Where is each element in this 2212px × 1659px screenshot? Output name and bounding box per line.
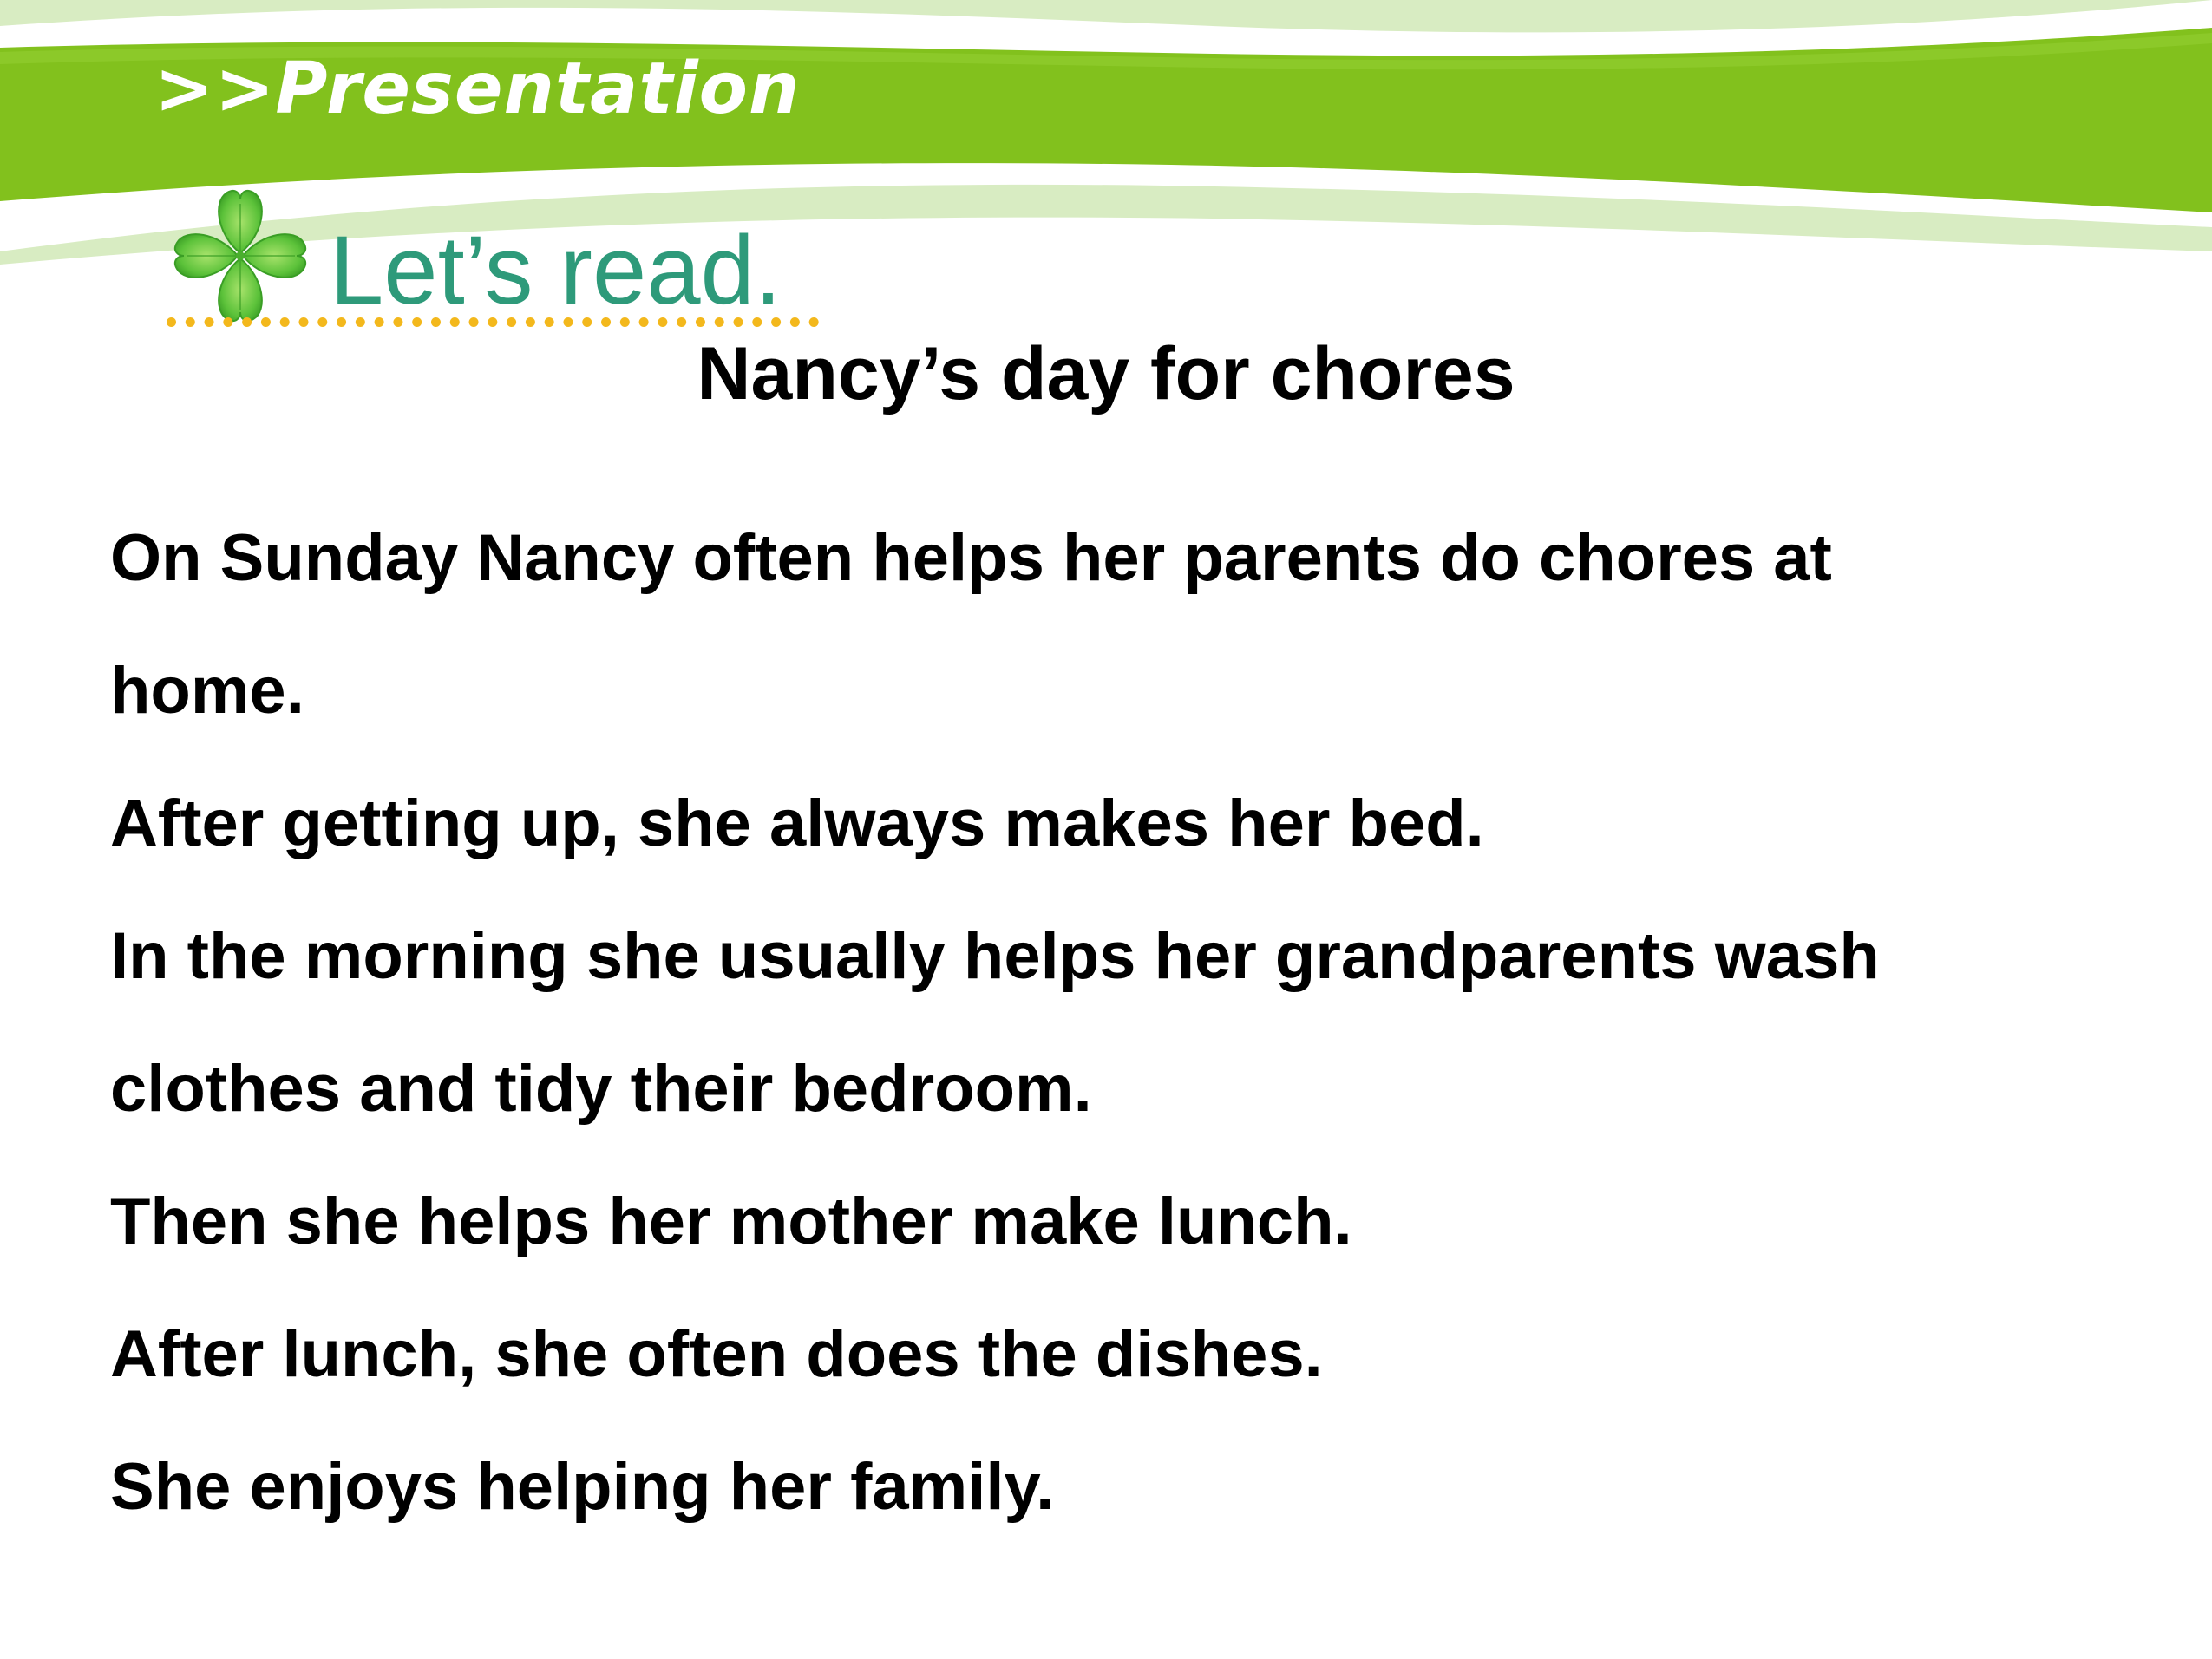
- story-line: After getting up, she always makes her bed.: [110, 787, 1484, 860]
- story-line: After lunch, she often does the dishes.: [110, 1317, 1323, 1391]
- story-body: [110, 492, 2131, 1553]
- lets-read-heading: Let’s read.: [330, 216, 782, 324]
- story-title: Nancy’s day for chores: [697, 332, 1515, 415]
- story-line: On Sunday Nancy often helps her parents do chores at: [110, 521, 1832, 595]
- banner-light-wave-top: [0, 0, 2212, 32]
- story-line: clothes and tidy their bedroom.: [110, 1052, 1092, 1126]
- story-line: Then she helps her mother make lunch.: [110, 1185, 1352, 1258]
- section-tag: >>Presentation: [154, 48, 801, 130]
- story-line: home.: [110, 654, 304, 728]
- clover-icon: [165, 182, 317, 330]
- story-line: In the morning she usually helps her grandparents wash: [110, 919, 1880, 993]
- story-line: She enjoys helping her family.: [110, 1450, 1055, 1524]
